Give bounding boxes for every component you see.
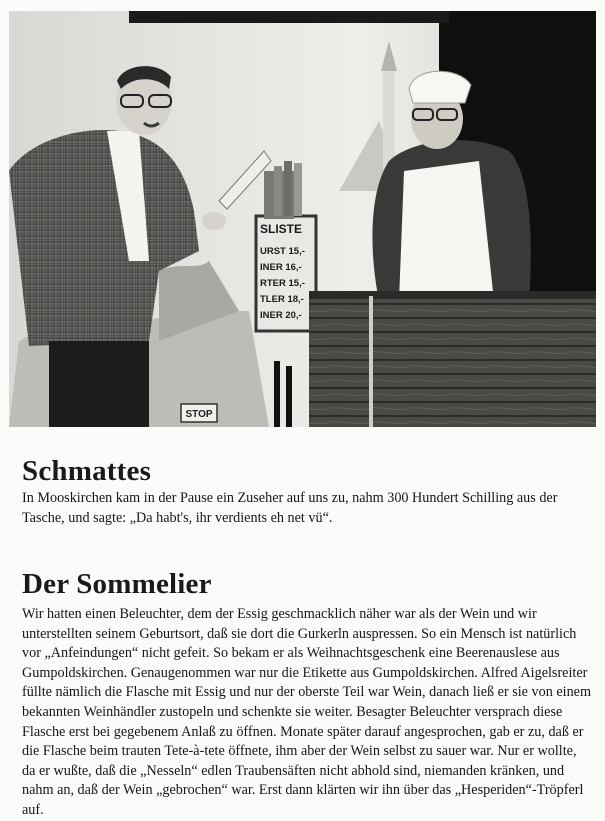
text-line: auf. (22, 801, 44, 818)
price-sign-row: RTER 15,- (260, 278, 305, 289)
text-line: nahm an, daß der Wein „gebrochen“ war. Erst dann klärten wir ihn über das „Hesperiden“-Tröpferl (22, 782, 584, 799)
stop-sign: STOP (185, 409, 213, 420)
price-sign-row: TLER 18,- (260, 294, 304, 305)
text-line: Flasche erst bei gegebenem Anlaß zu öffnen. Monate später darauf angesprochen, gab er zu, daß er (22, 723, 584, 740)
stage-photo (9, 11, 596, 427)
text-line: füllte nämlich die Flasche mit Essig und nur der oberste Teil war Wein, danach ließ er sie von einem (22, 684, 592, 701)
text-line: vor „Anfeindungen“ nicht gefeit. So bekam er als Weihnachtsgeschenk eine Beerenauslese aus (22, 645, 560, 662)
section-paragraph-sommelier (22, 605, 592, 821)
text-line: Tasche, und sagte: „Da habt's, ihr verdients eh net vü“. (22, 509, 333, 526)
price-sign-title: SLISTE (260, 222, 303, 236)
price-sign-row: INER 16,- (260, 262, 302, 273)
text-line: die Flasche beim trauten Tete-à-tete öffnete, ihm aber der Wein selbst zu sauer war. Nur er wollte, (22, 743, 577, 760)
price-sign-row: INER 20,- (260, 310, 302, 321)
text-line: In Mooskirchen kam in der Pause ein Zuseher auf uns zu, nahm 300 Hundert Schilling aus der (22, 490, 558, 506)
text-line: Wir hatten einen Beleuchter, dem der Essig geschmacklich näher war als der Wein und wir (22, 606, 537, 622)
section-title-sommelier: Der Sommelier (22, 568, 212, 600)
text-line: unterstellten seinem Geburtsort, daß sie dort die Gurkerln auspressen. So ein Mensch ist natürlich (22, 625, 577, 642)
text-line: Gumpoldskirchen. Genaugenommen war nur die Etikette aus Gumpoldskirchen. Alfred Aigelsreiter (22, 664, 588, 681)
text-line: bekannten Weinhändler zustopeln und schenkte sie weiter. Besagter Beleuchter versprach diese (22, 703, 563, 720)
price-sign-row: URST 15,- (260, 246, 305, 257)
text-line: da er wußte, daß die „Nesseln“ edlen Traubensäften nicht abhold sind, niemanden kränken, und (22, 762, 565, 779)
section-title-schmattes: Schmattes (22, 455, 152, 487)
section-paragraph-schmattes (22, 489, 588, 528)
